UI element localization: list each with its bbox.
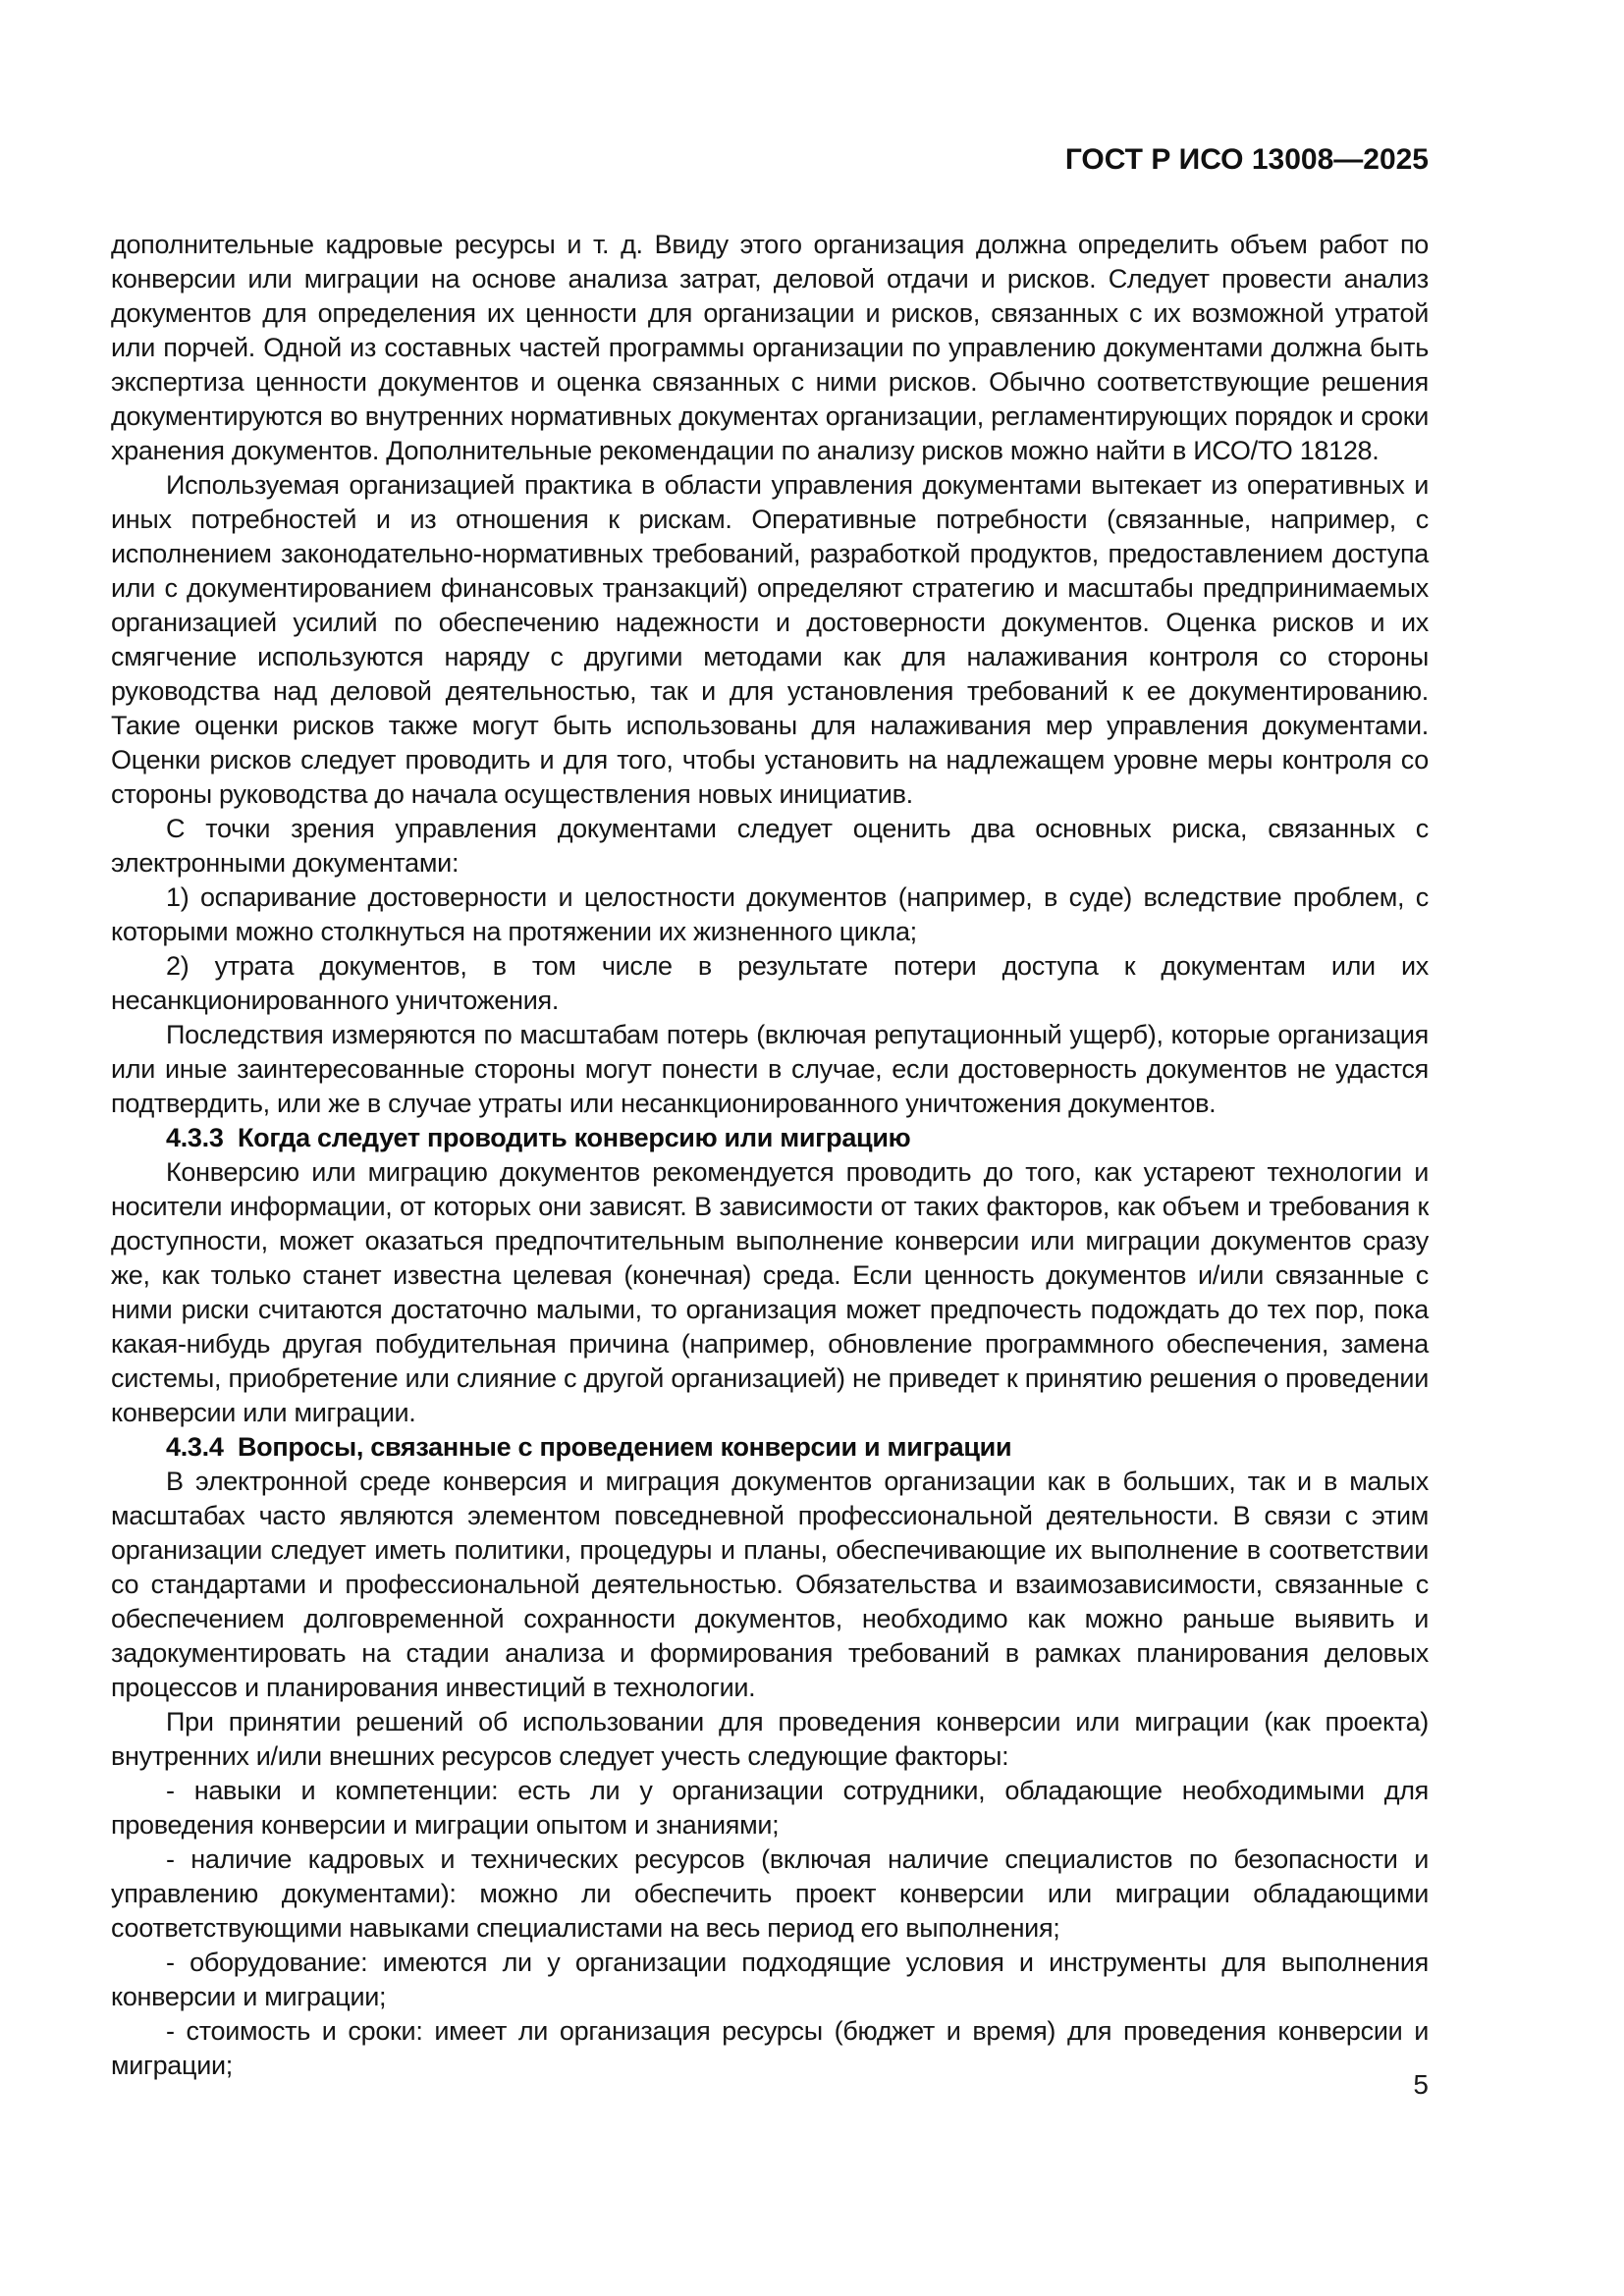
page-header <box>111 143 1429 177</box>
section-heading: 4.3.4 Вопросы, связанные с проведением конверсии и миграции <box>166 1432 1012 1462</box>
paragraph: Последствия измеряются по масштабам потерь (включая репутационный ущерб), которые организация или иные заинтересованные стороны могут понести в случае, если достоверность документов не удастся подтвердить, или же в случае утраты или несанкционированного уничтожения документов. <box>111 1020 1429 1118</box>
paragraph: 2) утрата документов, в том числе в результате потери доступа к документам или их несанкционированного уничтожения. <box>111 951 1429 1015</box>
section-heading: 4.3.3 Когда следует проводить конверсию или миграцию <box>166 1123 911 1152</box>
page-number: 5 <box>1413 2069 1429 2100</box>
standard-code: ГОСТ Р ИСО 13008—2025 <box>1064 143 1429 176</box>
paragraph-continuation: дополнительные кадровые ресурсы и т. д. Ввиду этого организация должна определить объем работ по конверсии или миграции на основе анализа затрат, деловой отдачи и рисков. Следует провести анализ документов для определения их ценности для организации и рисков, связанных с их возможной утратой или порчей. Одной из составных частей программы организации по управлению документами должна быть экспертиза ценности документов и оценка связанных с ними рисков. Обычно соответствующие решения документируются во внутренних нормативных документах организации, регламентирующих порядок и сроки хранения документов. Дополнительные рекомендации по анализу рисков можно найти в ИСО/ТО 18128. <box>111 230 1429 465</box>
list-item: - оборудование: имеются ли у организации подходящие условия и инструменты для выполнения конверсии и миграции; <box>111 1948 1429 2011</box>
paragraph: При принятии решений об использовании для проведения конверсии или миграции (как проекта) внутренних и/или внешних ресурсов следует учесть следующие факторы: <box>111 1707 1429 1771</box>
paragraph: С точки зрения управления документами следует оценить два основных риска, связанных с электронными документами: <box>111 814 1429 878</box>
paragraph: 1) оспаривание достоверности и целостности документов (например, в суде) вследствие проблем, с которыми можно столкнуться на протяжении их жизненного цикла; <box>111 882 1429 946</box>
list-item: - наличие кадровых и технических ресурсов (включая наличие специалистов по безопасности и управлению документами): можно ли обеспечить проект конверсии или миграции обладающими соответствующими навыками специалистами на весь период его выполнения; <box>111 1844 1429 1943</box>
paragraph: Используемая организацией практика в области управления документами вытекает из оперативных и иных потребностей и из отношения к рискам. Оперативные потребности (связанные, например, с исполнением законодательно-нормативных требований, разработкой продуктов, предоставлением доступа или с документированием финансовых транзакций) определяют стратегию и масштабы предпринимаемых организацией усилий по обеспечению надежности и достоверности документов. Оценка рисков и их смягчение используются наряду с другими методами как для налаживания контроля со стороны руководства над деловой деятельностью, так и для установления требований к ее документированию. Такие оценки рисков также могут быть использованы для налаживания мер управления документами. Оценки рисков следует проводить и для того, чтобы установить на надлежащем уровне меры контроля со стороны руководства до начала осуществления новых инициатив. <box>111 470 1429 809</box>
document-body <box>111 228 1429 2083</box>
paragraph: Конверсию или миграцию документов рекомендуется проводить до того, как устареют технологии и носители информации, от которых они зависят. В зависимости от таких факторов, как объем и требования к доступности, может оказаться предпочтительным выполнение конверсии или миграции документов сразу же, как только станет известна целевая (конечная) среда. Если ценность документов и/или связанные с ними риски считаются достаточно малыми, то организация может предпочесть подождать до тех пор, пока какая-нибудь другая побудительная причина (например, обновление программного обеспечения, замена системы, приобретение или слияние с другой организацией) не приведет к принятию решения о проведении конверсии или миграции. <box>111 1157 1429 1427</box>
list-item: - навыки и компетенции: есть ли у организации сотрудники, обладающие необходимыми для проведения конверсии и миграции опытом и знаниями; <box>111 1776 1429 1840</box>
list-item: - стоимость и сроки: имеет ли организация ресурсы (бюджет и время) для проведения конверсии и миграции; <box>111 2016 1429 2080</box>
page-footer <box>111 2069 1429 2101</box>
paragraph: В электронной среде конверсия и миграция документов организации как в больших, так и в малых масштабах часто являются элементом повседневной профессиональной деятельности. В связи с этим организации следует иметь политики, процедуры и планы, обеспечивающие их выполнение в соответствии со стандартами и профессиональной деятельностью. Обязательства и взаимозависимости, связанные с обеспечением долговременной сохранности документов, необходимо как можно раньше выявить и задокументировать на стадии анализа и формирования требований в рамках планирования деловых процессов и планирования инвестиций в технологии. <box>111 1467 1429 1702</box>
